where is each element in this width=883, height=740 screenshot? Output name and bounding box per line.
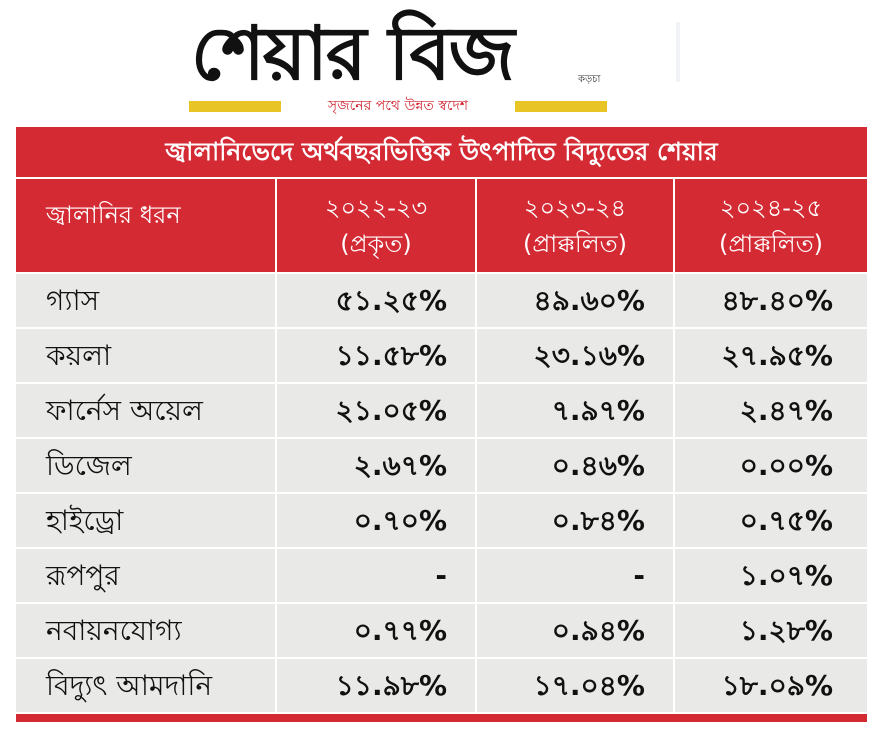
- share-2023-24: ০.৪৬%: [475, 439, 673, 492]
- fuel-name: হাইড্রো: [46, 504, 124, 537]
- table-row: [16, 437, 867, 492]
- table-row: [16, 547, 867, 602]
- table-row: [16, 382, 867, 437]
- fuel-name: রূপপুর: [46, 559, 120, 592]
- fuel-name: ফার্নেস অয়েল: [46, 394, 203, 427]
- share-2023-24: ২৩.১৬%: [475, 329, 673, 382]
- share-2023-24: ০.৮৪%: [475, 494, 673, 547]
- header-fy-2022-23: [275, 179, 475, 272]
- table-title: জ্বালানিভেদে অর্থবছরভিত্তিক উৎপাদিত বিদ্যুতের শেয়ার: [16, 127, 867, 177]
- header-year: ২০২৪-২৫: [719, 193, 823, 222]
- fuel-name: নবায়নযোগ্য: [46, 614, 182, 647]
- share-2024-25: ০.৭৫%: [673, 494, 867, 547]
- header-note: (প্রাক্কলিত): [718, 229, 824, 258]
- header-year: ২০২২-২৩: [324, 193, 428, 222]
- tagline-bar-right: [515, 101, 607, 112]
- masthead-edition: কড়চা: [578, 74, 601, 85]
- share-2023-24: -: [475, 549, 673, 602]
- table-bottom-rule: [16, 712, 867, 722]
- share-2024-25: ২৭.৯৫%: [673, 329, 867, 382]
- share-2024-25: ২.৪৭%: [673, 384, 867, 437]
- header-year: ২০২৩-২৪: [523, 193, 627, 222]
- header-fy-2023-24: [475, 179, 673, 272]
- share-2024-25: ১.০৭%: [673, 549, 867, 602]
- share-2024-25: ০.০০%: [673, 439, 867, 492]
- share-2022-23: ০.৭৭%: [275, 604, 475, 657]
- share-2022-23: ১১.৯৮%: [275, 659, 475, 712]
- faint-divider: [676, 22, 680, 82]
- share-2022-23: ৫১.২৫%: [275, 274, 475, 327]
- masthead-tagline: সৃজনের পথে উন্নত স্বদেশ: [327, 98, 469, 114]
- share-2024-25: ১৮.০৯%: [673, 659, 867, 712]
- fuel-name: বিদ্যুৎ আমদানি: [46, 669, 213, 702]
- fuel-name: কয়লা: [46, 339, 112, 372]
- share-2022-23: ২.৬৭%: [275, 439, 475, 492]
- fuel-name: গ্যাস: [46, 284, 100, 317]
- share-2023-24: ৭.৯৭%: [475, 384, 673, 437]
- share-2023-24: ১৭.০৪%: [475, 659, 673, 712]
- tagline-bar-left: [189, 101, 281, 112]
- share-2024-25: ১.২৮%: [673, 604, 867, 657]
- table-row: [16, 327, 867, 382]
- header-note: (প্রকৃত): [340, 229, 412, 258]
- table-row: [16, 492, 867, 547]
- fuel-share-table: [16, 127, 867, 722]
- share-2022-23: ০.৭০%: [275, 494, 475, 547]
- share-2024-25: ৪৮.৪০%: [673, 274, 867, 327]
- table-header-row: [16, 177, 867, 272]
- share-2022-23: ১১.৫৮%: [275, 329, 475, 382]
- masthead: [183, 10, 613, 122]
- table-row: [16, 657, 867, 712]
- header-fy-2024-25: [673, 179, 867, 272]
- masthead-logo: শেয়ার বিজ: [191, 11, 513, 97]
- header-note: (প্রাক্কলিত): [522, 229, 628, 258]
- fuel-name: ডিজেল: [46, 449, 132, 482]
- share-2023-24: ০.৯৪%: [475, 604, 673, 657]
- table-row: [16, 272, 867, 327]
- header-fuel-type: জ্বালানির ধরন: [46, 201, 181, 229]
- table-row: [16, 602, 867, 657]
- share-2023-24: ৪৯.৬০%: [475, 274, 673, 327]
- share-2022-23: ২১.০৫%: [275, 384, 475, 437]
- share-2022-23: -: [275, 549, 475, 602]
